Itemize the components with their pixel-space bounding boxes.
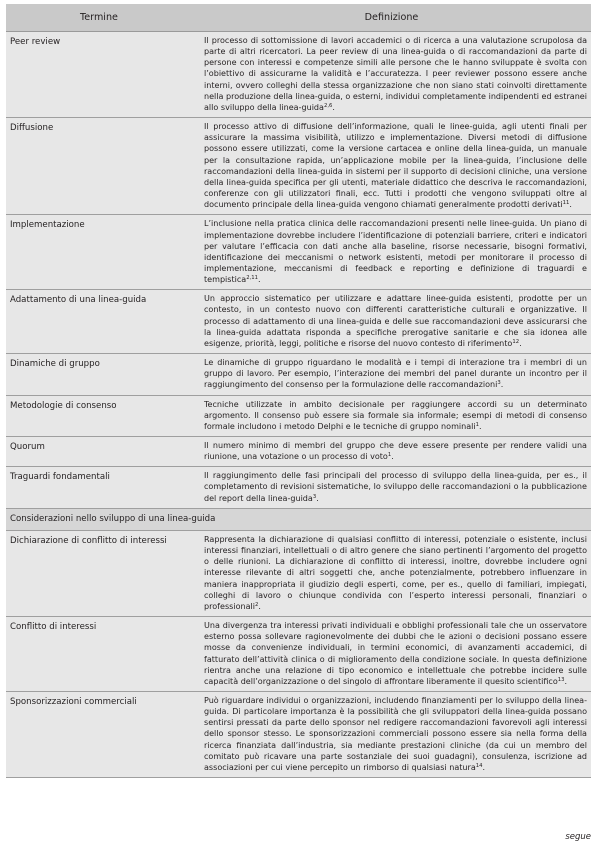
table-header-row — [6, 4, 591, 32]
table-row — [6, 118, 591, 215]
reference-superscript: 1 — [475, 421, 480, 428]
term-cell: Metodologie di consenso — [6, 395, 192, 436]
definition-text: Una divergenza tra interessi privati individuali e obblighi professionali tale che un osservatore esterno possa sollevare ragionevolmente dei dubbi che le azioni o decisioni possano essere mosse da convenienze individuali, in termini economici, di avanzamenti accademici, di fatturato dell’attività clinica o di miglioramento della condizione sociale. In questa definizione rientra anche una relazione di tipo economico e intellettuale che potrebbe incidere sulle capacità dell’organizzazione o del singolo di affrontare liberamente il quesito scientifico — [204, 621, 587, 686]
continued-note: segue — [565, 832, 591, 842]
term-cell: Sponsorizzazioni commerciali — [6, 691, 192, 777]
definition-cell: Il processo attivo di diffusione dell’informazione, quali le linee-guida, agli utenti finali per assicurare la massima visibilità, utilizzo e implementazione. Diversi metodi di diffusione possono essere utilizzati, come la versione cartacea e online della linea-guida, un manuale per la consultazione rapida, un’applicazione mobile per la linea-guida, l’inclusione delle raccomandazioni della linea-guida in sistemi per il supporto di decisioni cliniche, una versione della linea-guida specifica per gli utenti, materiale didattico che descriva le raccomandazioni, conferenze con gli utilizzatori finali, ecc. Tutti i prodotti che vengono sviluppati oltre al documento principale della linea-guida vengono chiamati generalmente prodotti derivati$^{11}$. — [192, 118, 591, 215]
table-row — [6, 354, 591, 395]
reference-superscript: 14 — [475, 762, 483, 769]
definition-cell: L’inclusione nella pratica clinica delle raccomandazioni presenti nelle linee-guida. Un piano di implementazione dovrebbe includere l’identificazione di potenziali barriere, criteri e indicatori per valutare l’efficacia con dati anche alla baseline, risorse necessarie, bisogni formativi, identificazione dei meccanismi o network esistenti, metodi per monitorare il processo di implementazione, meccanismi di feedback e reporting e definizione di traguardi e tempistica$^{2,11}$. — [192, 215, 591, 290]
reference-superscript: 3 — [312, 493, 317, 500]
table-row — [6, 437, 591, 467]
reference-superscript: 11 — [562, 200, 570, 207]
definition-text: Il numero minimo di membri del gruppo che deve essere presente per rendere validi una riunione, una votazione o un processo di voto — [204, 441, 587, 462]
reference-superscript: 2,11 — [246, 275, 259, 282]
definition-text: L’inclusione nella pratica clinica delle raccomandazioni presenti nelle linee-guida. Un piano di implementazione dovrebbe includere l’identificazione di potenziali barriere, criteri e indicatori per valutare l’efficacia con dati anche alla baseline, risorse necessarie, bisogni formativi, identificazione dei meccanismi o network esistenti, metodi per monitorare il processo di implementazione, meccanismi di feedback e reporting e definizione di traguardi e tempistica — [204, 219, 587, 285]
table-row — [6, 395, 591, 436]
definition-cell: Tecniche utilizzate in ambito decisionale per raggiungere accordi su un determinato argomento. Il consenso può essere sia formale sia informale; esempi di metodi di consenso formale includono i metodo Delphi e le tecniche di gruppo nominali$^1$. — [192, 395, 591, 436]
table-body — [6, 32, 591, 778]
header-term: Termine — [6, 4, 192, 32]
section-row — [6, 508, 591, 530]
table-row — [6, 32, 591, 118]
definition-text: Il processo attivo di diffusione dell’informazione, quali le linee-guida, agli utenti finali per assicurare la massima visibilità, utilizzo e implementazione. Diversi metodi di diffusione possono essere utilizzati, come la versione cartacea e online della linea-guida, un manuale per la consultazione rapida, un’applicazione mobile per la linea-guida, l’inclusione delle raccomandazioni della linea-guida in sistemi per il supporto di decisioni cliniche, una versione della linea-guida specifica per gli utenti, materiale didattico che descriva le raccomandazioni, conferenze con gli utilizzatori finali, ecc. Tutti i prodotti che vengono sviluppati oltre al documento principale della linea-guida vengono chiamati generalmente prodotti derivati — [204, 122, 587, 210]
definition-text: Rappresenta la dichiarazione di qualsiasi conflitto di interessi, potenziale o esistente, inclusi interessi finanziari, intellettuali o di altro genere che siano pertinenti l’argomento del progetto o delle riunioni. La dichiarazione di conflitto di interessi, inoltre, dovrebbe includere ogni interesse rilevante di altri soggetti che, anche potenzialmente, potrebbero influenzare in maniera inappropriata il giudizio degli esperti, come, per es., quello di familiari, impiegati, colleghi di lavoro o chiunque condivida con l’esperto interessi personali, finanziari o professionali — [204, 534, 587, 611]
term-cell: Diffusione — [6, 118, 192, 215]
definition-text: Le dinamiche di gruppo riguardano le modalità e i tempi di interazione tra i membri di un gruppo di lavoro. Per esempio, l’interazione dei membri del panel durante un incontro per il raggiungimento del consenso per la formulazione delle raccomandazioni — [204, 358, 587, 390]
definition-text: Può riguardare individui o organizzazioni, includendo finanziamenti per lo sviluppo della linea-guida. Di particolare importanza è la possibilità che gli sviluppatori della linea-guida possano sentirsi pressati da parte dello sponsor nel redigere raccomandazioni favorevoli agli interessi dello sponsor stesso. Le sponsorizzazioni commerciali possono essere sia nella forma della ricerca finanziata dall’industria, sia mediante prestazioni cliniche (da cui un membro del comitato può ricavare una parte sostanziale dei suoi guadagni), consulenza, iscrizione ad associazioni per cui viene percepito un rimborso di qualsiasi natura — [204, 695, 587, 772]
definition-cell: Il processo di sottomissione di lavori accademici o di ricerca a una valutazione scrupolosa da parte di altri ricercatori. La peer review di una linea-guida o di raccomandazioni da parte di persone con interessi e competenze simili alle persone che le hanno sviluppate è svolta con l’obiettivo di assicurarne la validità e l’accuratezza. I peer reviewer possono essere anche interni, ovvero colleghi della stessa organizzazione che non siano stati coinvolti direttamente nella produzione della linea-guida, o esterni, individui completamente indipendenti ed estranei allo sviluppo della linea-guida$^{2,6}$. — [192, 32, 591, 118]
glossary-table — [6, 4, 591, 778]
table-row — [6, 530, 591, 616]
term-cell: Peer review — [6, 32, 192, 118]
table-row — [6, 617, 591, 692]
term-cell: Dinamiche di gruppo — [6, 354, 192, 395]
reference-superscript: 2 — [255, 601, 259, 608]
table-row — [6, 215, 591, 290]
reference-superscript: 12 — [512, 338, 520, 345]
definition-cell: Il raggiungimento delle fasi principali del processo di sviluppo della linea-guida, per es., il completamento di revisioni sistematiche, lo sviluppo delle raccomandazioni o la pubblicazione del report della linea-guida$^3$. — [192, 467, 591, 508]
term-cell: Adattamento di una linea-guida — [6, 290, 192, 354]
reference-superscript: 2,6 — [323, 102, 333, 109]
definition-cell: Il numero minimo di membri del gruppo che deve essere presente per rendere validi una riunione, una votazione o un processo di voto$^1$. — [192, 437, 591, 467]
term-cell: Quorum — [6, 437, 192, 467]
term-cell: Dichiarazione di conflitto di interessi — [6, 530, 192, 616]
definition-cell: Le dinamiche di gruppo riguardano le modalità e i tempi di interazione tra i membri di un gruppo di lavoro. Per esempio, l’interazione dei membri del panel durante un incontro per il raggiungimento del consenso per la formulazione delle raccomandazioni$^3$. — [192, 354, 591, 395]
definition-text: Un approccio sistematico per utilizzare e adattare linee-guida esistenti, prodotte per un contesto, in un contesto nuovo con differenti caratteristiche culturali e organizzative. Il processo di adattamento di una linea-guida e delle sue raccomandazioni deve assicurarsi che la linea-guida adattata risponda a specifiche prerogative sanitarie e che sia idonea alle esigenze, priorità, leggi, politiche e risorse del nuovo contesto di riferimento — [204, 294, 587, 348]
reference-superscript: 1 — [387, 452, 392, 459]
definition-text: Tecniche utilizzate in ambito decisionale per raggiungere accordi su un determinato argomento. Il consenso può essere sia formale sia informale; esempi di metodi di consenso formale includono i metodo Delphi e le tecniche di gruppo nominali — [204, 399, 587, 431]
definition-cell: Rappresenta la dichiarazione di qualsiasi conflitto di interessi, potenziale o esistente, inclusi interessi finanziari, intellettuali o di altro genere che siano pertinenti l’argomento del progetto o delle riunioni. La dichiarazione di conflitto di interessi, inoltre, dovrebbe includere ogni interesse rilevante di altri soggetti che, anche potenzialmente, potrebbero influenzare in maniera inappropriata il giudizio degli esperti, come, per es., quello di familiari, impiegati, colleghi di lavoro o chiunque condivida con l’esperto interessi personali, finanziari o professionali$^2$. — [192, 530, 591, 616]
section-title: Considerazioni nello sviluppo di una linea-guida — [6, 508, 591, 530]
definition-cell: Può riguardare individui o organizzazioni, includendo finanziamenti per lo sviluppo della linea-guida. Di particolare importanza è la possibilità che gli sviluppatori della linea-guida possano sentirsi pressati da parte dello sponsor nel redigere raccomandazioni favorevoli agli interessi dello sponsor stesso. Le sponsorizzazioni commerciali possono essere sia nella forma della ricerca finanziata dall’industria, sia mediante prestazioni cliniche (da cui un membro del comitato può ricavare una parte sostanziale dei suoi guadagni), consulenza, iscrizione ad associazioni per cui viene percepito un rimborso di qualsiasi natura$^{14}$. — [192, 691, 591, 777]
reference-superscript: 3 — [497, 380, 501, 387]
definition-text: Il raggiungimento delle fasi principali del processo di sviluppo della linea-guida, per es., il completamento di revisioni sistematiche, lo sviluppo delle raccomandazioni o la pubblicazione del report della linea-guida — [204, 471, 587, 503]
header-definition: Definizione — [192, 4, 591, 32]
reference-superscript: 13 — [557, 676, 565, 683]
definition-text: Il processo di sottomissione di lavori accademici o di ricerca a una valutazione scrupolosa da parte di altri ricercatori. La peer review di una linea-guida o di raccomandazioni da parte di persone con interessi e competenze simili alle persone che le hanno sviluppate è svolta con l’obiettivo di assicurarne la validità e l’accuratezza. I peer reviewer possono essere anche interni, ovvero colleghi della stessa organizzazione che non siano stati coinvolti direttamente nella produzione della linea-guida, o esterni, individui completamente indipendenti ed estranei allo sviluppo della linea-guida — [204, 36, 587, 112]
term-cell: Implementazione — [6, 215, 192, 290]
definition-cell: Un approccio sistematico per utilizzare e adattare linee-guida esistenti, prodotte per un contesto, in un contesto nuovo con differenti caratteristiche culturali e organizzative. Il processo di adattamento di una linea-guida e delle sue raccomandazioni deve assicurarsi che la linea-guida adattata risponda a specifiche prerogative sanitarie e che sia idonea alle esigenze, priorità, leggi, politiche e risorse del nuovo contesto di riferimento$^{12}$. — [192, 290, 591, 354]
definition-cell: Una divergenza tra interessi privati individuali e obblighi professionali tale che un osservatore esterno possa sollevare ragionevolmente dei dubbi che le azioni o decisioni possano essere mosse da convenienze individuali, in termini economici, di avanzamenti accademici, di fatturato dell’attività clinica o di miglioramento della condizione sociale. In questa definizione rientra anche una relazione di tipo economico e intellettuale che potrebbe incidere sulle capacità dell’organizzazione o del singolo di affrontare liberamente il quesito scientifico$^{13}$. — [192, 617, 591, 692]
term-cell: Conflitto di interessi — [6, 617, 192, 692]
table-row — [6, 691, 591, 777]
table-row — [6, 467, 591, 508]
term-cell: Traguardi fondamentali — [6, 467, 192, 508]
table-row — [6, 290, 591, 354]
